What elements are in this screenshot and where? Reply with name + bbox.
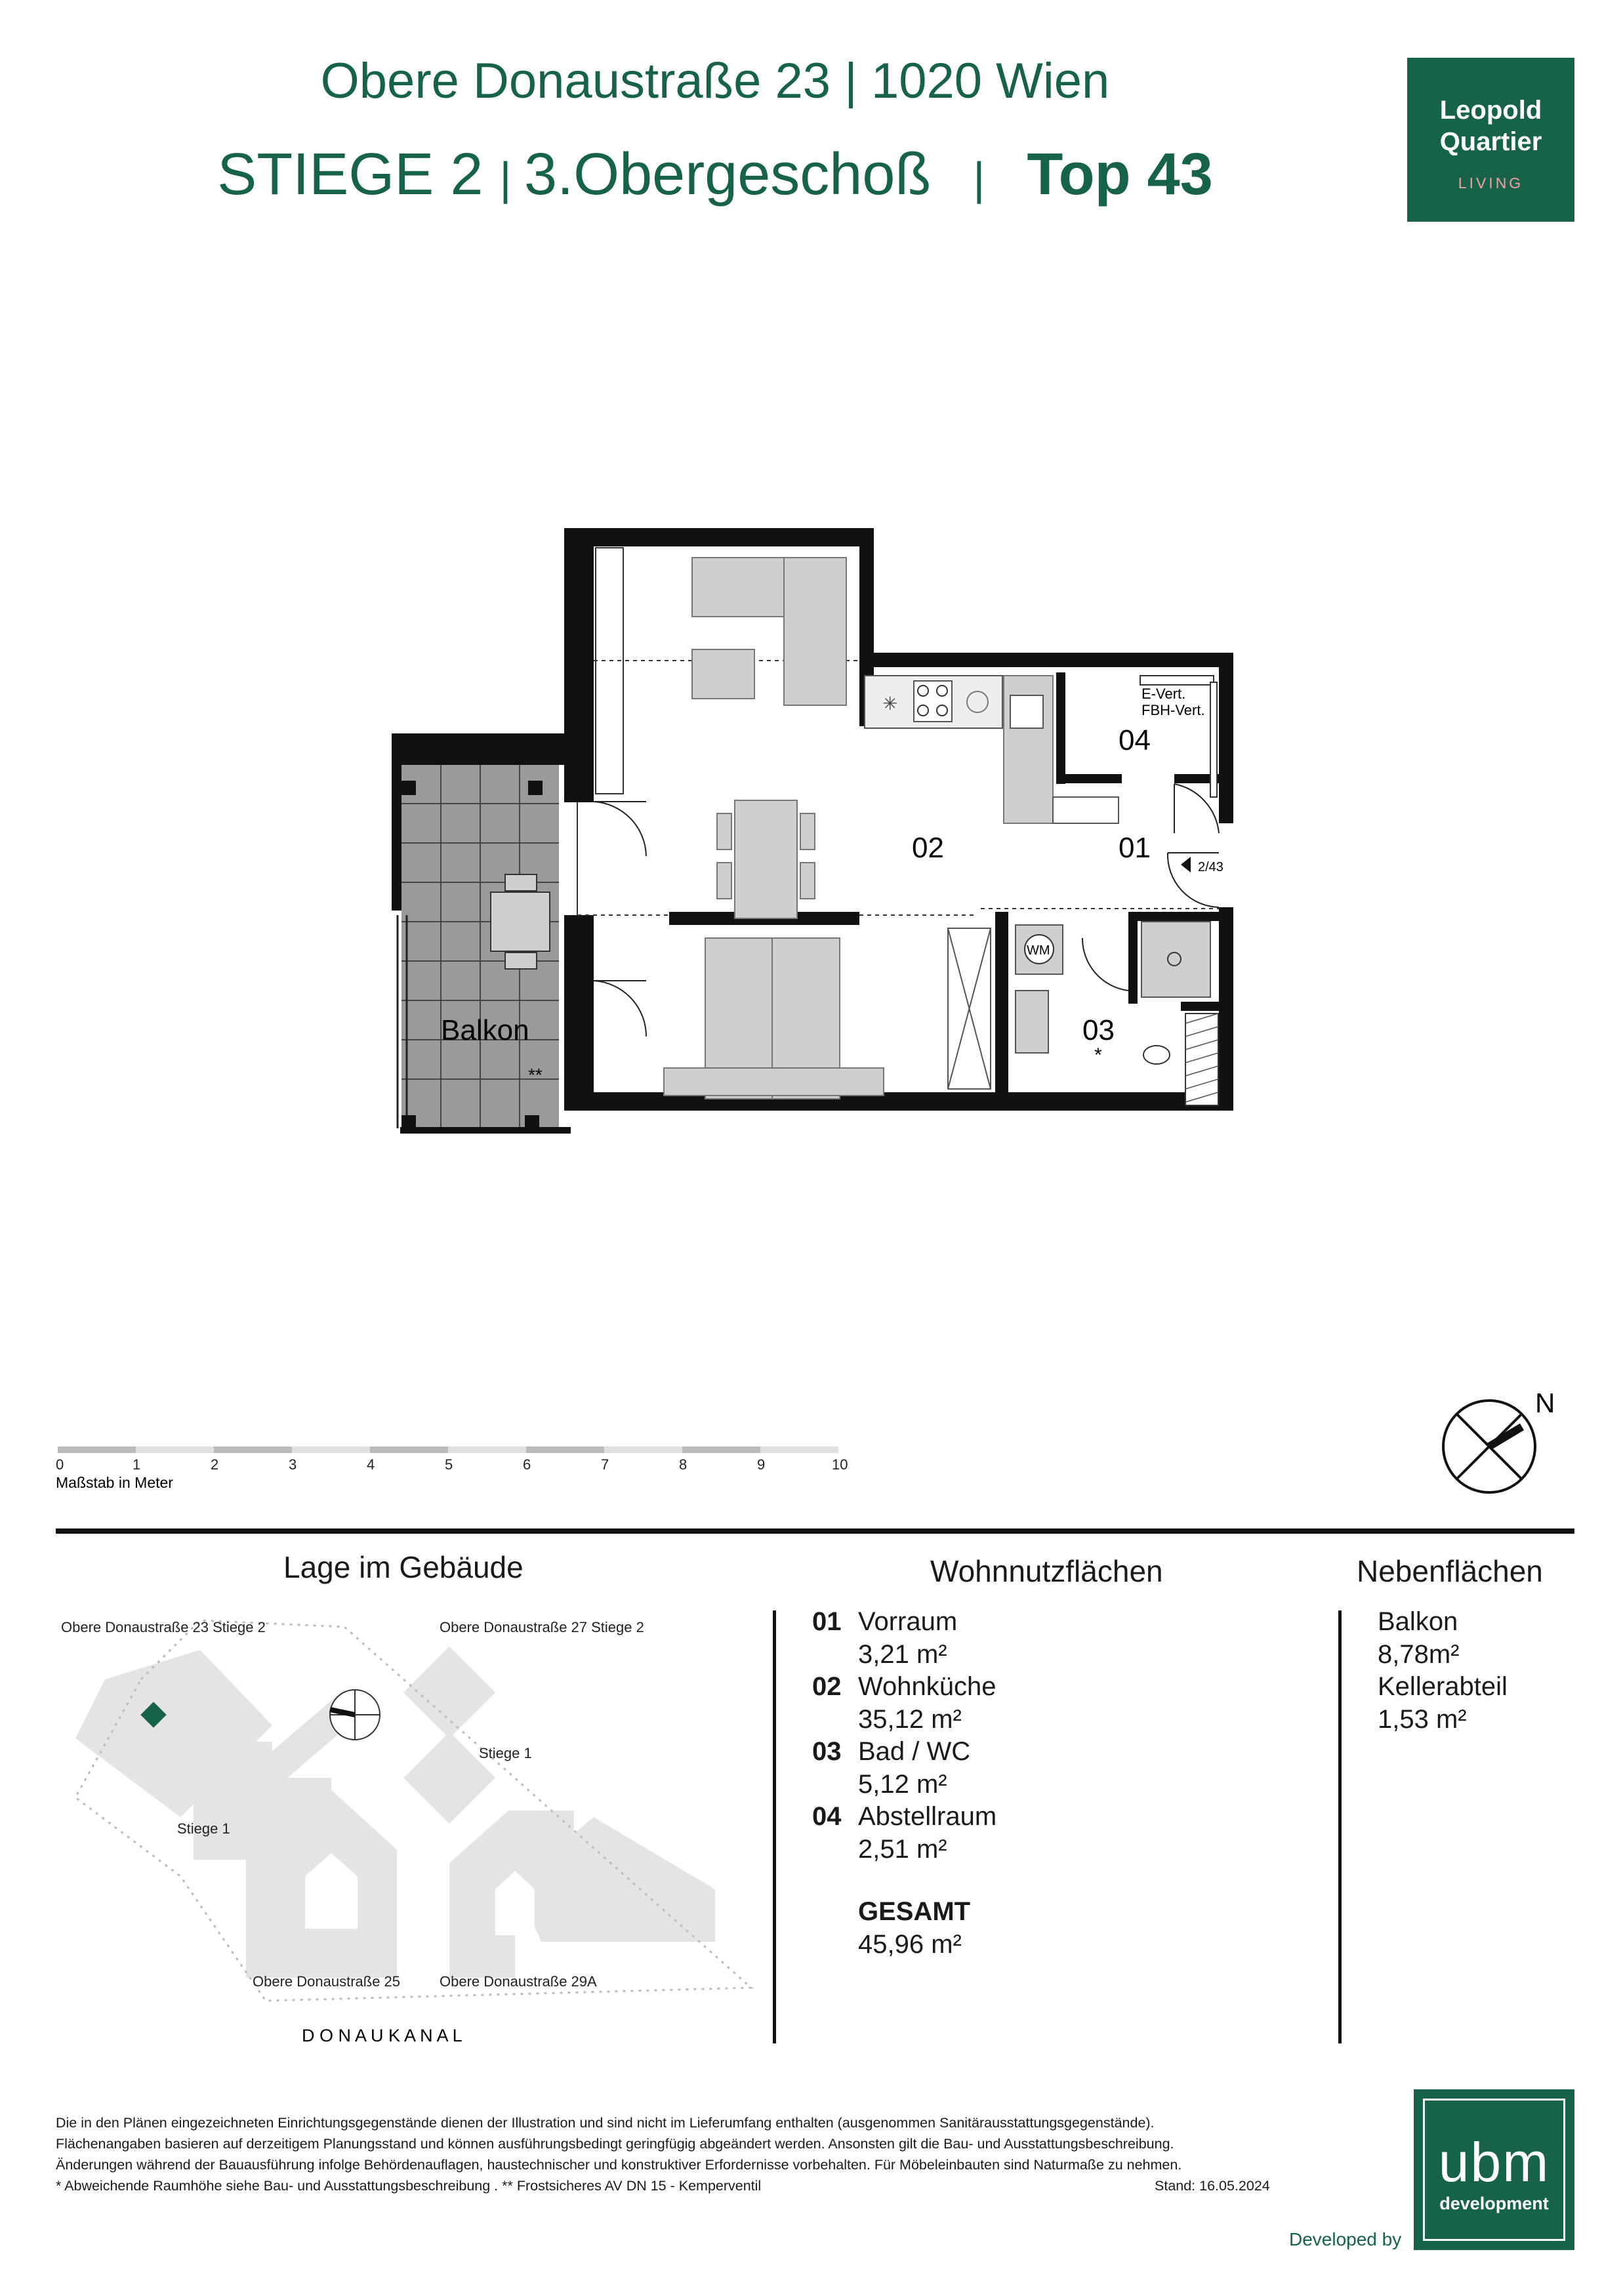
neben-title: Nebenflächen — [1357, 1554, 1543, 1588]
wohn-num: 04 — [812, 1802, 842, 1831]
lage-title: Lage im Gebäude — [283, 1550, 524, 1584]
wohn-area: 3,21 m² — [858, 1639, 947, 1669]
room-04-label: 04 — [1119, 724, 1151, 756]
frost-label: ** — [528, 1065, 543, 1085]
scale-caption: Maßstab in Meter — [56, 1474, 173, 1491]
scale-bar — [52, 1440, 873, 1492]
donaukanal-label: D O N A U K A N A L — [302, 2026, 462, 2045]
room-03-label: 03 — [1082, 1014, 1115, 1046]
dining-table — [717, 800, 815, 918]
wohn-title: Wohnnutzflächen — [930, 1554, 1163, 1588]
fbhvert-label: FBH-Vert. — [1141, 702, 1205, 718]
door-label: 2/43 — [1198, 860, 1223, 874]
stiege-label: STIEGE 2 — [217, 142, 483, 207]
scale-tick: 0 — [56, 1456, 64, 1473]
developed-by: Developed by — [1289, 2229, 1402, 2249]
room-02-label: 02 — [912, 832, 944, 864]
site-compass — [330, 1690, 380, 1740]
evert-label: E-Vert. — [1141, 686, 1186, 702]
separator: | — [947, 153, 1011, 204]
wohn-area: 5,12 m² — [858, 1769, 947, 1799]
stand-date: Stand: 16.05.2024 — [1155, 2178, 1270, 2194]
svg-text:✳: ✳ — [882, 693, 898, 714]
disclaimer-line: * Abweichende Raumhöhe siehe Bau- und Ausstattungsbeschreibung . ** Frostsicheres AV DN 15 - Kemperventil — [56, 2178, 762, 2194]
site-label-od25: Obere Donaustraße 25 — [253, 1973, 401, 1990]
site-buildings — [75, 1647, 715, 1978]
wohn-item — [812, 1736, 996, 1769]
wohn-name: Bad / WC — [858, 1737, 971, 1766]
floor-label: 3.Obergeschoß — [524, 142, 932, 207]
walls — [564, 528, 1233, 1111]
bedroom-wardrobe — [948, 928, 991, 1089]
wohn-area: 35,12 m² — [858, 1704, 962, 1734]
logo-line1: Leopold — [1439, 96, 1542, 125]
entrance-arrow — [1181, 857, 1191, 872]
wohn-area: 2,51 m² — [858, 1834, 947, 1864]
wohn-item — [812, 1671, 996, 1704]
doors — [594, 784, 1219, 1036]
star-label: * — [1094, 1044, 1102, 1066]
disclaimer-line: Die in den Plänen eingezeichneten Einrichtungsgegenstände dienen der Illustration und sind nicht im Lieferumfang enthalten (ausgenommen Sanitärausstattungsgegenstände). — [56, 2115, 1155, 2131]
site-map — [56, 1601, 764, 2060]
wohn-list — [812, 1606, 996, 1961]
address-title: Obere Donaustraße 23 | 1020 Wien — [320, 53, 1110, 109]
logo-line3: LIVING — [1458, 174, 1524, 192]
scale-tick: 9 — [757, 1456, 766, 1473]
kitchen — [865, 676, 1119, 823]
compass-n: N — [1535, 1387, 1555, 1418]
wm-label: WM — [1027, 943, 1050, 958]
wohn-name: Wohnküche — [858, 1672, 996, 1701]
scale-tick: 10 — [832, 1456, 848, 1473]
wohn-num: 03 — [812, 1737, 842, 1766]
site-label-od27: Obere Donaustraße 27 Stiege 2 — [440, 1619, 644, 1635]
site-label-od29a: Obere Donaustraße 29A — [440, 1973, 597, 1990]
disclaimer — [56, 2112, 1289, 2196]
scale-tick: 4 — [367, 1456, 375, 1473]
wohn-item — [812, 1606, 996, 1639]
scale-tick: 7 — [601, 1456, 609, 1473]
north-compass — [1430, 1384, 1561, 1502]
column-divider — [773, 1610, 776, 2043]
wohn-item — [812, 1801, 996, 1834]
scale-tick: 2 — [211, 1456, 219, 1473]
wohn-total-area: 45,96 m² — [858, 1929, 962, 1959]
neben-list — [1378, 1606, 1508, 1736]
scale-tick: 5 — [445, 1456, 453, 1473]
site-label-stiege1-left: Stiege 1 — [177, 1820, 230, 1837]
ubm-logo — [1414, 2089, 1574, 2250]
wardrobe — [596, 548, 623, 794]
ubm-sub: development — [1439, 2194, 1549, 2213]
wohn-num: 02 — [812, 1672, 842, 1701]
ubm-logo-frame — [1423, 2099, 1565, 2241]
bed — [664, 938, 884, 1099]
logo-line2: Quartier — [1439, 127, 1542, 156]
wohn-num: 01 — [812, 1607, 842, 1636]
ubm-word: ubm — [1438, 2131, 1550, 2193]
neben-name: Balkon — [1378, 1607, 1458, 1636]
coffee-table — [692, 649, 754, 699]
neben-area: 8,78m² — [1378, 1639, 1460, 1669]
disclaimer-line: Änderungen während der Bauausführung infolge Behördenauflagen, haustechnischer und konstruktiver Erfordernisse vorbehalten. Für Möbeleinbauten sind Naturmaße zu nehmen. — [56, 2157, 1182, 2173]
scale-tick: 3 — [289, 1456, 297, 1473]
scale-tick: 8 — [679, 1456, 688, 1473]
neben-name: Kellerabteil — [1378, 1672, 1508, 1701]
wohn-name: Abstellraum — [858, 1802, 997, 1831]
wohn-total-label: GESAMT — [858, 1897, 971, 1926]
section-divider — [56, 1528, 1574, 1534]
wohn-name: Vorraum — [858, 1607, 958, 1636]
room-01-label: 01 — [1119, 832, 1151, 864]
disclaimer-line: Flächenangaben basieren auf derzeitigem Planungsstand und können ausführungsbedingt geringfügig abgeändert werden. Ansonsten gilt die Bau- und Ausstattungsbeschreibung. — [56, 2136, 1174, 2152]
scale-segments — [58, 1446, 838, 1453]
top-label: Top 43 — [1027, 142, 1213, 207]
scale-tick: 6 — [523, 1456, 531, 1473]
neben-area: 1,53 m² — [1378, 1704, 1467, 1734]
balkon-label: Balkon — [441, 1014, 529, 1046]
scale-tick: 1 — [133, 1456, 141, 1473]
column-divider — [1338, 1610, 1342, 2043]
separator: | — [499, 153, 525, 204]
site-label-stiege1-right: Stiege 1 — [479, 1745, 532, 1761]
site-label-od23: Obere Donaustraße 23 Stiege 2 — [61, 1619, 266, 1635]
